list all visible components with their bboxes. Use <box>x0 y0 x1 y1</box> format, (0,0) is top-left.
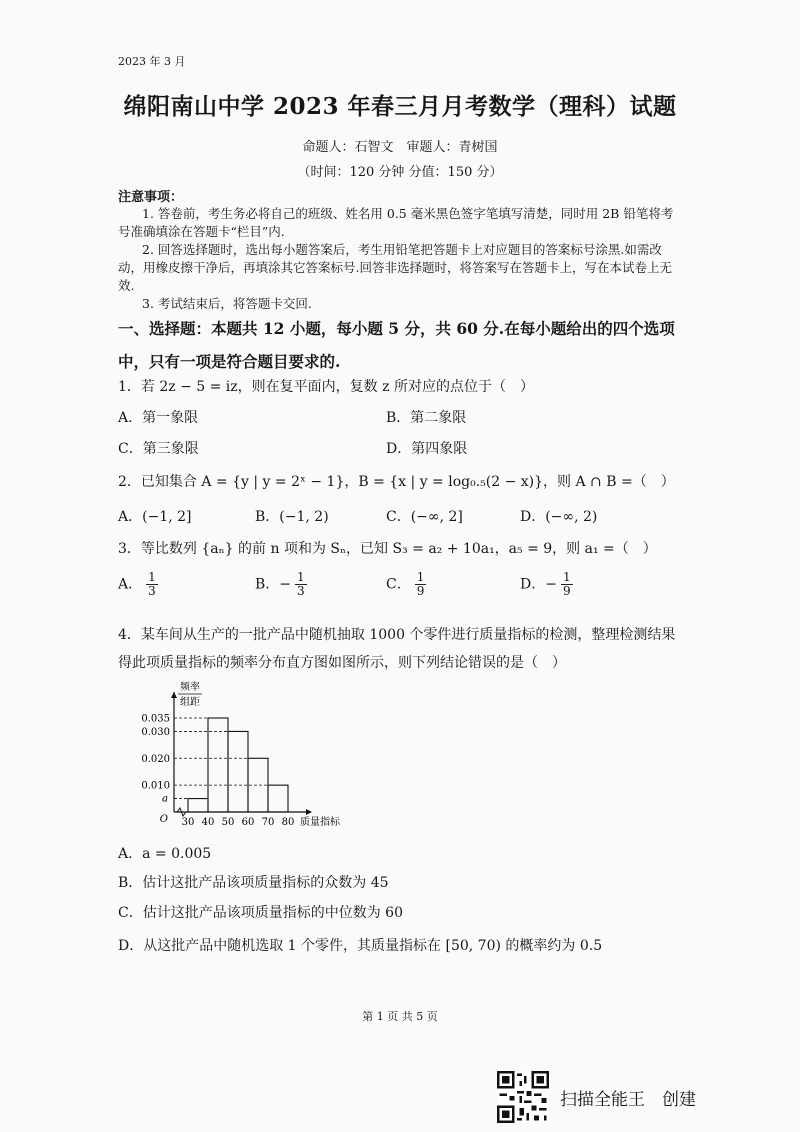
x-tick-label: 70 <box>261 817 275 828</box>
q4-option-a: A．a = 0.005 <box>118 846 212 862</box>
qr-code-icon <box>497 1071 549 1123</box>
fraction-numerator: 1 <box>416 570 425 584</box>
q3-option-b-label: B． <box>255 576 280 593</box>
q3-option-a-fraction <box>146 571 158 598</box>
fraction-denominator: 3 <box>297 584 305 598</box>
q3-option-d <box>520 571 573 598</box>
fraction-numerator: 1 <box>562 570 571 584</box>
note-item: 3. 考试结束后，将答题卡交回. <box>142 296 312 311</box>
q3-option-b <box>255 571 307 598</box>
y-tick-label: 0.035 <box>141 713 170 725</box>
q3-option-a-label: A． <box>118 576 143 593</box>
y-tick-label: 0.010 <box>141 780 170 792</box>
histogram-bar <box>268 785 288 812</box>
q2-option-a: A．(−1, 2] <box>118 509 192 525</box>
x-tick-label: 60 <box>241 817 255 828</box>
q3-option-d-sign: − <box>545 576 557 593</box>
q3-option-d-label: D． <box>520 576 546 593</box>
y-axis-label-numerator: 频率 <box>180 682 200 693</box>
y-tick-label: 0.020 <box>141 753 170 765</box>
page-number: 第 1 页 共 5 页 <box>362 1010 438 1023</box>
q3-option-b-fraction <box>295 571 307 598</box>
scanner-brand-label: 扫描全能王 创建 <box>560 1090 696 1110</box>
q4-option-d: D．从这批产品中随机选取 1 个零件，其质量指标在 [50, 70) 的概率约为 0.5 <box>118 938 603 954</box>
q3-option-c-label: C． <box>386 576 411 593</box>
q1-option-b: B．第二象限 <box>386 410 467 426</box>
section-heading: 一、选择题：本题共 12 小题，每小题 5 分，共 60 分.在每小题给出的四个选项中，只有一项是符合题目要求的. <box>118 319 675 371</box>
y-tick-label: 0.030 <box>141 726 170 738</box>
q2-option-b: B．(−1, 2) <box>255 509 329 525</box>
fraction-denominator: 9 <box>416 584 425 598</box>
origin-label: O <box>159 814 168 825</box>
x-tick-label: 30 <box>181 817 195 828</box>
fraction-numerator: 1 <box>297 570 305 584</box>
question-1-stem: 1．若 2z − 5 = iz，则在复平面内，复数 z 所对应的点位于（ ） <box>118 379 534 395</box>
exam-title: 绵阳南山中学 2023 年春三月月考数学（理科）试题 <box>123 93 677 120</box>
q3-option-c <box>386 571 426 598</box>
fraction-denominator: 9 <box>562 584 571 598</box>
q1-option-c: C．第三象限 <box>118 441 199 457</box>
exam-time-score: （时间：120 分钟 分值：150 分） <box>297 165 503 180</box>
y-tick-label-a: a <box>162 793 168 805</box>
fraction-numerator: 1 <box>148 570 156 584</box>
notes-heading: 注意事项： <box>118 190 184 205</box>
q4-option-c: C．估计这批产品该项质量指标的中位数为 60 <box>118 905 403 921</box>
y-axis-arrow <box>171 692 177 698</box>
histogram-bar <box>188 799 208 812</box>
question-4-stem: 4．某车间从生产的一批产品中随机抽取 1000 个零件进行质量指标的检测，整理检测结果得此项质量指标的频率分布直方图如图所示，则下列结论错误的是（ ） <box>118 627 676 671</box>
exam-authors: 命题人：石智文 审题人：青树国 <box>302 140 498 155</box>
q3-option-c-fraction <box>415 571 427 598</box>
q2-option-c: C．(−∞, 2] <box>386 509 463 525</box>
x-axis-arrow <box>306 809 312 815</box>
q2-option-d: D．(−∞, 2) <box>520 509 598 525</box>
q3-option-b-sign: − <box>279 576 292 593</box>
q1-option-d: D．第四象限 <box>386 441 468 457</box>
fraction-denominator: 3 <box>148 584 156 598</box>
x-tick-label: 40 <box>201 817 215 828</box>
note-item: 1. 答卷前，考生务必将自己的班级、姓名用 0.5 毫米黑色签字笔填写清楚，同时用 2B 铅笔将考号准确填涂在答题卡“栏目”内. <box>118 206 674 239</box>
q4-option-b: B．估计这批产品该项质量指标的众数为 45 <box>118 875 389 891</box>
question-2-stem: 2．已知集合 A = {y | y = 2ˣ − 1}，B = {x | y = log₀.₅(2 − x)}，则 A ∩ B =（ ） <box>118 474 675 490</box>
question-3-stem: 3．等比数列 {aₙ} 的前 n 项和为 Sₙ，已知 S₃ = a₂ + 10a₁，a₅ = 9，则 a₁ =（ ） <box>118 541 657 557</box>
q1-option-a: A．第一象限 <box>118 410 199 426</box>
q3-option-a <box>118 571 158 598</box>
histogram-bar <box>208 718 228 812</box>
exam-date: 2023 年 3 月 <box>118 55 186 68</box>
frequency-histogram <box>118 678 358 838</box>
y-axis-label-denominator: 组距 <box>180 697 200 708</box>
note-item: 2. 回答选择题时，选出每小题答案后，考生用铅笔把答题卡上对应题目的答案标号涂黑.如需改动，用橡皮擦干净后，再填涂其它答案标号.回答非选择题时，将答案写在答题卡上，写在本试卷上无效. <box>118 242 672 293</box>
histogram-bar <box>228 731 248 812</box>
q3-option-d-fraction <box>561 571 573 598</box>
x-axis-label: 质量指标 <box>300 817 340 828</box>
x-tick-label: 50 <box>221 817 235 828</box>
x-tick-label: 80 <box>281 817 295 828</box>
